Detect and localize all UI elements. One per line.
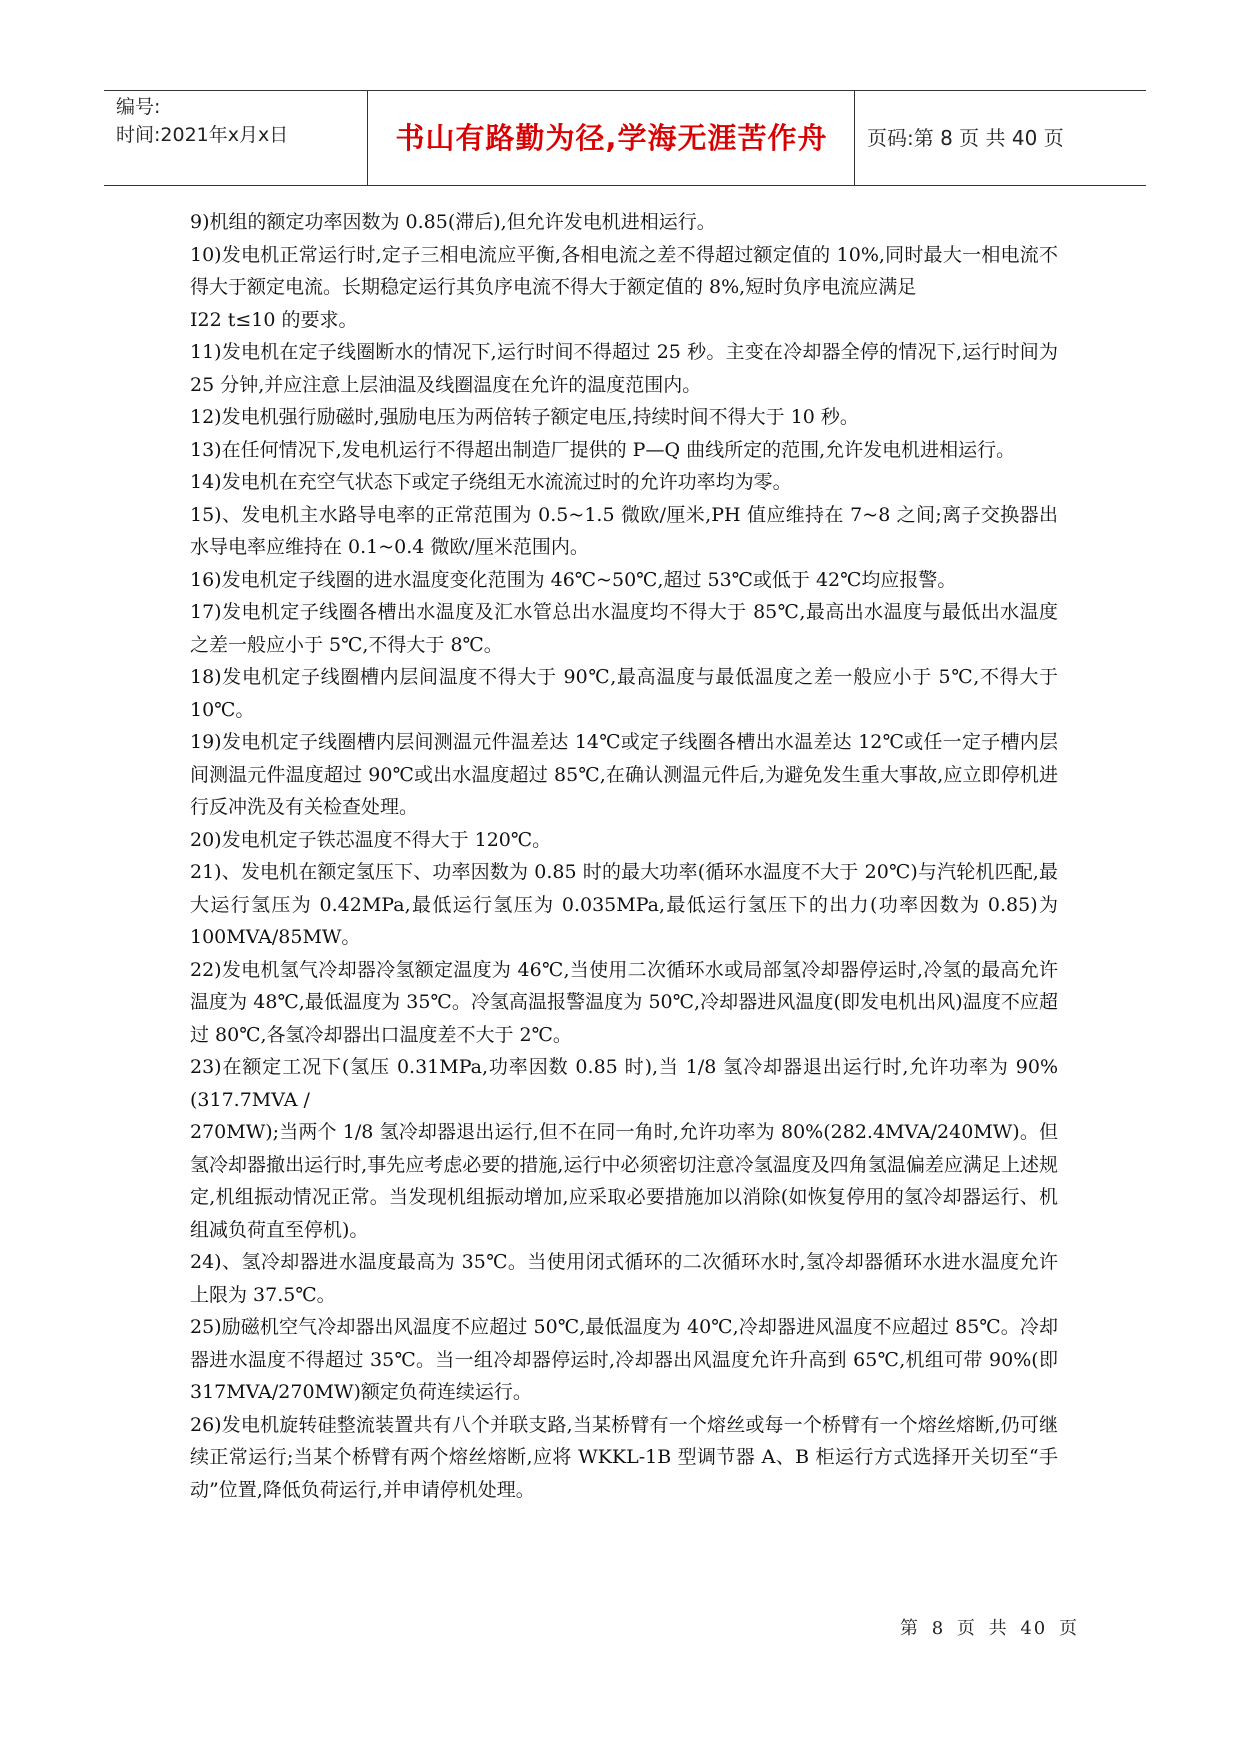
- document-body: [190, 206, 1058, 1506]
- paragraph: 17)发电机定子线圈各槽出水温度及汇水管总出水温度均不得大于 85℃,最高出水温度与最低出水温度之差一般应小于 5℃,不得大于 8℃。: [190, 601, 1058, 656]
- paragraph: I22 t≤10 的要求。: [190, 308, 358, 331]
- paragraph: 16)发电机定子线圈的进水温度变化范围为 46℃~50℃,超过 53℃或低于 42℃均应报警。: [190, 568, 957, 591]
- paragraph: 10)发电机正常运行时,定子三相电流应平衡,各相电流之差不得超过额定值的 10%,同时最大一相电流不得大于额定电流。长期稳定运行其负序电流不得大于额定值的 8%,短时负序电流应满足: [190, 243, 1058, 298]
- paragraph: 13)在任何情况下,发电机运行不得超出制造厂提供的 P—Q 曲线所定的范围,允许发电机进相运行。: [190, 438, 1016, 461]
- header-meta: [116, 93, 366, 149]
- document-time-label: 时间:2021年x月x日: [116, 124, 289, 146]
- paragraph: 21)、发电机在额定氢压下、功率因数为 0.85 时的最大功率(循环水温度不大于 20℃)与汽轮机匹配,最大运行氢压为 0.42MPa,最低运行氢压为 0.035MPa,最低运行氢压下的出力(功率因数为 0.85)为 100MVA/85MW。: [190, 861, 1058, 948]
- paragraph: 24)、氢冷却器进水温度最高为 35℃。当使用闭式循环的二次循环水时,氢冷却器循环水进水温度允许上限为 37.5℃。: [190, 1251, 1058, 1306]
- paragraph: 18)发电机定子线圈槽内层间温度不得大于 90℃,最高温度与最低温度之差一般应小于 5℃,不得大于 10℃。: [190, 666, 1058, 721]
- paragraph: 270MW);当两个 1/8 氢冷却器退出运行,但不在同一角时,允许功率为 80%(282.4MVA/240MW)。但氢冷却器撤出运行时,事先应考虑必要的措施,运行中必须密切注意冷氢温度及四角氢温偏差应满足上述规定,机组振动情况正常。当发现机组振动增加,应采取必要措施加以消除(如恢复停用的氢冷却器运行、机组减负荷直至停机)。: [190, 1121, 1058, 1241]
- page-footer: 第 8 页 共 40 页: [900, 1618, 1079, 1639]
- paragraph: 9)机组的额定功率因数为 0.85(滞后),但允许发电机进相运行。: [190, 211, 716, 233]
- paragraph: 20)发电机定子铁芯温度不得大于 120℃。: [190, 828, 552, 851]
- header-divider: [367, 91, 368, 185]
- paragraph: 11)发电机在定子线圈断水的情况下,运行时间不得超过 25 秒。主变在冷却器全停的情况下,运行时间为 25 分钟,并应注意上层油温及线圈温度在允许的温度范围内。: [190, 341, 1058, 396]
- header-divider: [854, 91, 855, 185]
- paragraph: 23)在额定工况下(氢压 0.31MPa,功率因数 0.85 时),当 1/8 氢冷却器退出运行时,允许功率为 90%(317.7MVA /: [190, 1056, 1058, 1111]
- header-motto: 书山有路勤为径,学海无涯苦作舟: [395, 121, 828, 155]
- paragraph: 22)发电机氢气冷却器冷氢额定温度为 46℃,当使用二次循环水或局部氢冷却器停运时,冷氢的最高允许温度为 48℃,最低温度为 35℃。冷氢高温报警温度为 50℃,冷却器进风温度(即发电机出风)温度不应超过 80℃,各氢冷却器出口温度差不大于 2℃。: [190, 958, 1058, 1046]
- paragraph: 14)发电机在充空气状态下或定子绕组无水流流过时的允许功率均为零。: [190, 471, 792, 493]
- paragraph: 12)发电机强行励磁时,强励电压为两倍转子额定电压,持续时间不得大于 10 秒。: [190, 406, 859, 428]
- paragraph: 19)发电机定子线圈槽内层间测温元件温差达 14℃或定子线圈各槽出水温差达 12℃或任一定子槽内层间测温元件温度超过 90℃或出水温度超过 85℃,在确认测温元件后,为避免发生重大事故,应立即停机进行反冲洗及有关检查处理。: [190, 731, 1058, 818]
- paragraph: 15)、发电机主水路导电率的正常范围为 0.5~1.5 微欧/厘米,PH 值应维持在 7~8 之间;离子交换器出水导电率应维持在 0.1~0.4 微欧/厘米范围内。: [190, 503, 1058, 558]
- document-number-label: 编号:: [116, 96, 161, 118]
- paragraph: 26)发电机旋转硅整流装置共有八个并联支路,当某桥臂有一个熔丝或每一个桥臂有一个熔丝熔断,仍可继续正常运行;当某个桥臂有两个熔丝熔断,应将 WKKL-1B 型调节器 A、B 柜运行方式选择开关切至“手动”位置,降低负荷运行,并申请停机处理。: [190, 1413, 1058, 1501]
- page-header: [104, 90, 1146, 186]
- paragraph: 25)励磁机空气冷却器出风温度不应超过 50℃,最低温度为 40℃,冷却器进风温度不应超过 85℃。冷却器进水温度不得超过 35℃。当一组冷却器停运时,冷却器出风温度允许升高到 65℃,机组可带 90%(即 317MVA/270MW)额定负荷连续运行。: [190, 1316, 1058, 1403]
- header-page-code: 页码:第 8 页 共 40 页: [867, 126, 1064, 150]
